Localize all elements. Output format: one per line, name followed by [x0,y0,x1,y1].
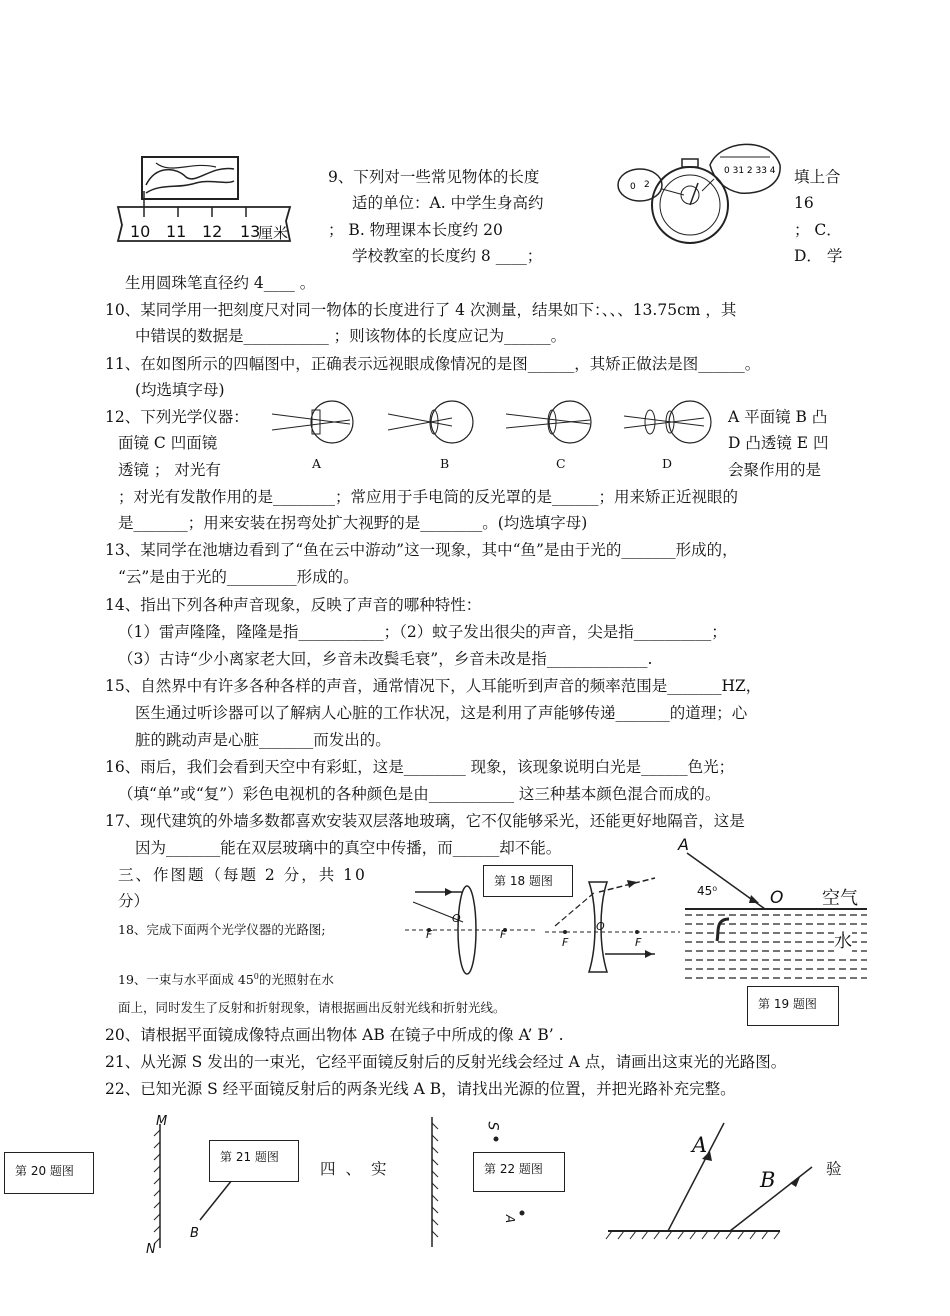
ruler-label-10: 10 [130,222,151,241]
q18-text: 18、完成下面两个光学仪器的光路图; [118,922,326,937]
q10-line-2: 中错误的数据是___________ ；则该物体的长度应记为______。 [135,327,567,345]
eye-diagram-d [624,401,711,443]
q15-line-3: 脏的跳动声是心脏_______而发出的。 [135,731,391,749]
fig21-s-label: S [484,1121,501,1131]
q15-line-1: 15、自然界中有许多各种各样的声音，通常情况下，人耳能听到声音的频率范围是_______HZ， [105,677,762,695]
fig18-caption: 第 18 题图 [483,865,573,897]
q11-line-2: (均选填字母) [135,381,225,399]
q17-line-2: 因为_______能在双层玻璃中的真空中传播，而______却不能。 [135,839,562,857]
q9-line-1: 9、下列对一些常见物体的长度 [328,168,540,186]
q19-text-line-2: 面上，同时发生了反射和折射现象，请根据画出反射光线和折射光线。 [118,1000,506,1015]
svg-text:0 31 2 33 4: 0 31 2 33 4 [724,166,776,176]
eye-diagrams [272,398,722,478]
q17-line-1: 17、现代建筑的外墙多数都喜欢安装双层落地玻璃，它不仅能够采光，还能更好地隔音，这是 [105,812,745,830]
section3-title-cont: 分） [118,892,150,910]
q21-text: 21、从光源 S 发出的一束光，它经平面镜反射后的反射光线会经过 A 点，请画出这束光的光路图。 [105,1053,787,1071]
fig19-water-label: 水 [834,927,852,953]
stopwatch-figure [610,135,785,265]
eye-diagram-a [272,401,353,443]
q19-text-line-1: 19、一束与水平面成 $45^0$的光照射在水 [118,971,334,987]
q15-line-2: 医生通过听诊器可以了解病人心脏的工作状况，这是利用了声能够传递_______的道理；心 [135,704,748,722]
q10-line-1: 10、某同学用一把刻度尺对同一物体的长度进行了 4 次测量，结果如下：、、、13.75cm ，其 [105,301,737,319]
ruler-label-13: 13 [240,222,261,241]
q9-line-4-right: D． 学 [794,247,843,265]
point-s-dot [493,1136,499,1142]
fig20-caption: 第 20 题图 [4,1152,94,1194]
fig18-o-label: O [452,912,461,925]
q14-line-2: （1）雷声隆隆，隆隆是指___________；（2）蚊子发出很尖的声音，尖是指__________； [118,623,727,641]
fig20-m-label: M [156,1114,168,1129]
q9-line-2: 适的单位：A. 中学生身高约 [352,194,544,212]
q16-line-2: （填“单”或“复”）彩色电视机的各种颜色是由___________ 这三种基本颜色混合而成的。 [118,785,721,803]
q12-line-3-right: 会聚作用的是 [728,461,822,479]
q13-line-2: “云”是由于光的_________形成的。 [118,568,359,586]
q16-line-1: 16、雨后，我们会看到天空中有彩虹，这是________ 现象，该现象说明白光是______色光； [105,758,735,776]
q14-line-3: （3）古诗“少小离家老大回，乡音未改鬓毛衰”，乡音未改是指_____________. [118,650,653,668]
q12-line-1: 12、下列光学仪器： [105,408,249,426]
q14-line-1: 14、指出下列各种声音现象，反映了声音的哪种特性： [105,596,482,614]
q12-line-4: ；对光有发散作用的是________；常应用于手电筒的反光罩的是______；用来矫正近视眼的 [118,488,739,506]
eye-label-a: A [312,456,322,471]
q20-text: 20、请根据平面镜成像特点画出物体 AB 在镜子中所成的像 A’ B’ . [105,1026,564,1044]
q12-line-2: 面镜 C 凹面镜 [118,434,218,452]
fig20-n-label: N [146,1242,156,1257]
fig21-caption: 第 21 题图 [209,1140,299,1182]
fig19-angle-label: 45⁰ [697,884,718,898]
q11-line-1: 11、在如图所示的四幅图中，正确表示远视眼成像情况的是图______，其矫正做法是图______。 [105,355,761,373]
svg-text:2: 2 [644,180,650,190]
fig20-b-label: B [190,1226,199,1241]
q12-line-5: 是_______；用来安装在拐弯处扩大视野的是________。(均选填字母) [118,514,588,532]
fig19-caption: 第 19 题图 [747,986,839,1026]
q9-line-4: 学校教室的长度约 8 ____； [352,247,543,265]
q22-text: 22、已知光源 S 经平面镜反射后的两条光线 A B，请找出光源的位置，并把光路补充完整。 [105,1080,736,1098]
fig18-f-right: F [500,928,507,941]
ruler-label-11: 11 [166,222,187,241]
eye-label-b: B [440,456,450,471]
eye-diagram-c [506,401,591,443]
q9-line-5: 生用圆珠笔直径约 4____ 。 [125,274,316,292]
fig18-f-left: F [426,928,433,941]
q12-line-2-right: D 凸透镜 E 凹 [728,434,829,452]
section4-title-end: 验 [826,1160,842,1178]
eye-diagram-b [388,401,473,443]
fig21-a-label: A [503,1214,518,1224]
q9-line-1-right: 填上合 [794,168,841,186]
section3-title: 三、作图题（每题 2 分，共 10 [118,866,367,884]
mirror-s-figure [410,1115,440,1250]
q12-line-1-right: A 平面镜 B 凸 [728,408,828,426]
eye-label-d: D [662,456,673,471]
q9-line-3: ； B. 物理课本长度约 20 [328,221,503,239]
fig19-o-label: O [770,888,784,908]
fig22-b-label: B [760,1168,776,1192]
fig19-a-label: A [678,835,689,854]
fig19-air-label: 空气 [822,888,858,909]
point-a-dot [519,1210,525,1216]
ruler-label-12: 12 [202,222,223,241]
q9-line-2-right: 16 [794,194,814,212]
q13-line-1: 13、某同学在池塘边看到了“鱼在云中游动”这一现象，其中“鱼”是由于光的_______形成的， [105,541,738,559]
q9-line-3-right: ； C． [794,221,842,239]
reflection-figure [685,845,870,980]
svg-text:0: 0 [630,182,636,192]
section4-title: 四、实 [320,1160,397,1178]
fig18b-o-label: O [596,920,605,933]
fig18b-f-right: F [635,936,642,949]
concave-lens-figure [545,876,685,976]
fig22-caption: 第 22 题图 [473,1152,565,1192]
rays-ab-figure [600,1115,780,1245]
q12-line-3: 透镜 ； 对光有 [118,461,221,479]
fig22-a-label: A [692,1133,708,1157]
fig18b-f-left: F [562,936,569,949]
ruler-label-unit: 厘米 [258,224,289,242]
eye-label-c: C [556,456,566,471]
